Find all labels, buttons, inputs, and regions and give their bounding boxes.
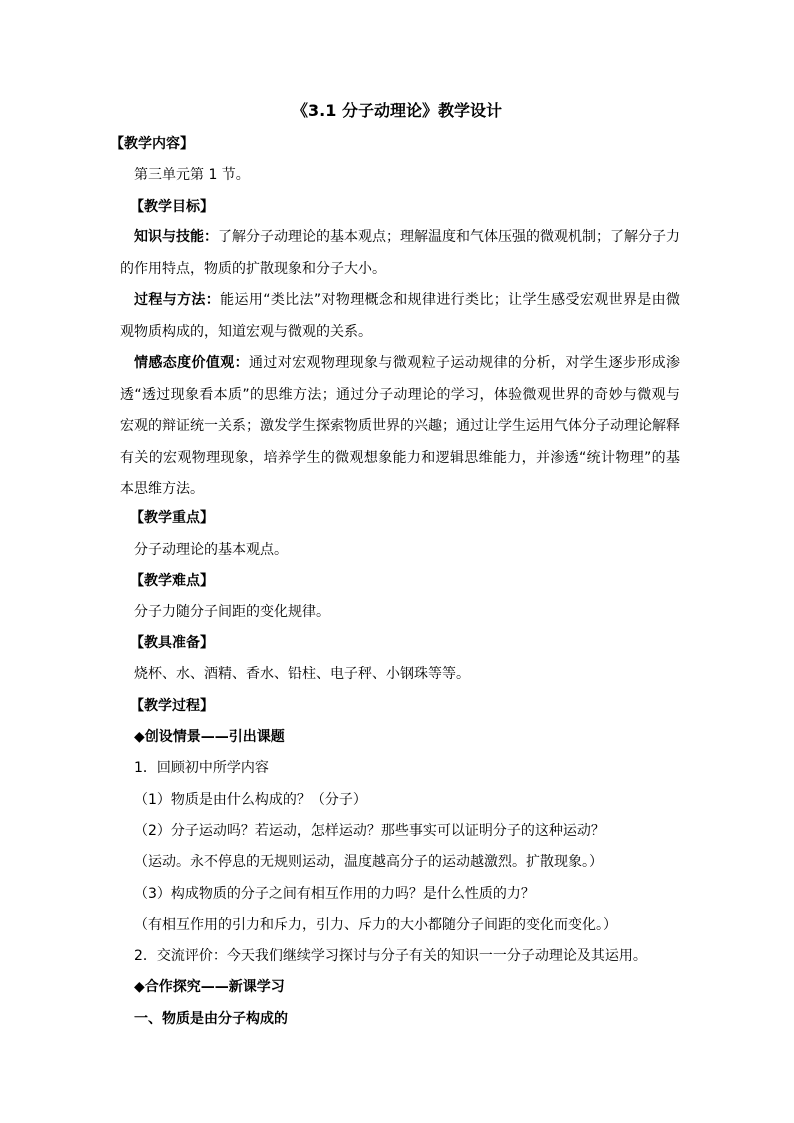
goal-emotion-label: 情感态度价值观： [134, 355, 250, 371]
difficult-heading: 【教学难点】 [130, 573, 214, 589]
key-heading: 【教学重点】 [130, 510, 214, 526]
goal-knowledge [120, 222, 680, 285]
goal-knowledge-text: 了解分子动理论的基本观点；理解温度和气体压强的微观机制；了解分子力的作用特点，物质的扩散现象和分子大小。 [120, 229, 680, 277]
key-text: 分子动理论的基本观点。 [134, 542, 288, 558]
goal-process-text: 能运用“类比法”对物理概念和规律进行类比；让学生感受宏观世界是由微观物质构成的，知道宏观与微观的关系。 [120, 292, 680, 340]
process-heading: 【教学过程】 [130, 698, 214, 714]
question-3: （3）构成物质的分子之间有相互作用的力吗？是什么性质的力？ [134, 886, 535, 902]
answer-2: （运动。永不停息的无规则运动，温度越高分子的运动越激烈。扩散现象。） [134, 854, 603, 870]
answer-3: （有相互作用的引力和斥力，引力、斥力的大小都随分子间距的变化而变化。） [134, 917, 617, 933]
goal-knowledge-label: 知识与技能： [134, 229, 218, 245]
goal-emotion [120, 348, 680, 506]
tools-heading: 【教具准备】 [130, 635, 214, 651]
item-1: 1．回顾初中所学内容 [134, 760, 269, 776]
question-2: （2）分子运动吗？若运动，怎样运动？那些事实可以证明分子的这种运动？ [134, 823, 605, 839]
goals-heading: 【教学目标】 [130, 199, 214, 215]
step1-heading: ◆创设情景——引出课题 [134, 729, 285, 745]
content-heading: 【教学内容】 [110, 136, 194, 152]
step2-heading: ◆合作探究——新课学习 [134, 979, 285, 995]
goal-process [120, 285, 680, 348]
document-title: 《3.1 分子动理论》教学设计 [292, 101, 502, 120]
tools-text: 烧杯、水、酒精、香水、铅柱、电子秤、小钢珠等等。 [134, 666, 470, 682]
question-1: （1）物质是由什么构成的？（分子） [134, 792, 367, 808]
goal-emotion-text: 通过对宏观物理现象与微观粒子运动规律的分析，对学生逐步形成渗透“透过现象看本质”的思维方法；通过分子动理论的学习，体验微观世界的奇妙与微观与宏观的辩证统一关系；激发学生探索物质世界的兴趣；通过让学生运用气体分子动理论解释有关的宏观物理现象，培养学生的微观想象能力和逻辑思维能力，并渗透“统计物理”的基本思维方法。 [120, 355, 681, 497]
content-text: 第三单元第 1 节。 [134, 167, 250, 183]
goal-process-label: 过程与方法： [134, 292, 221, 308]
sub1-heading: 一、物质是由分子构成的 [134, 1011, 288, 1027]
item-2: 2．交流评价：今天我们继续学习探讨与分子有关的知识一一分子动理论及其运用。 [134, 948, 647, 964]
difficult-text: 分子力随分子间距的变化规律。 [134, 604, 330, 620]
